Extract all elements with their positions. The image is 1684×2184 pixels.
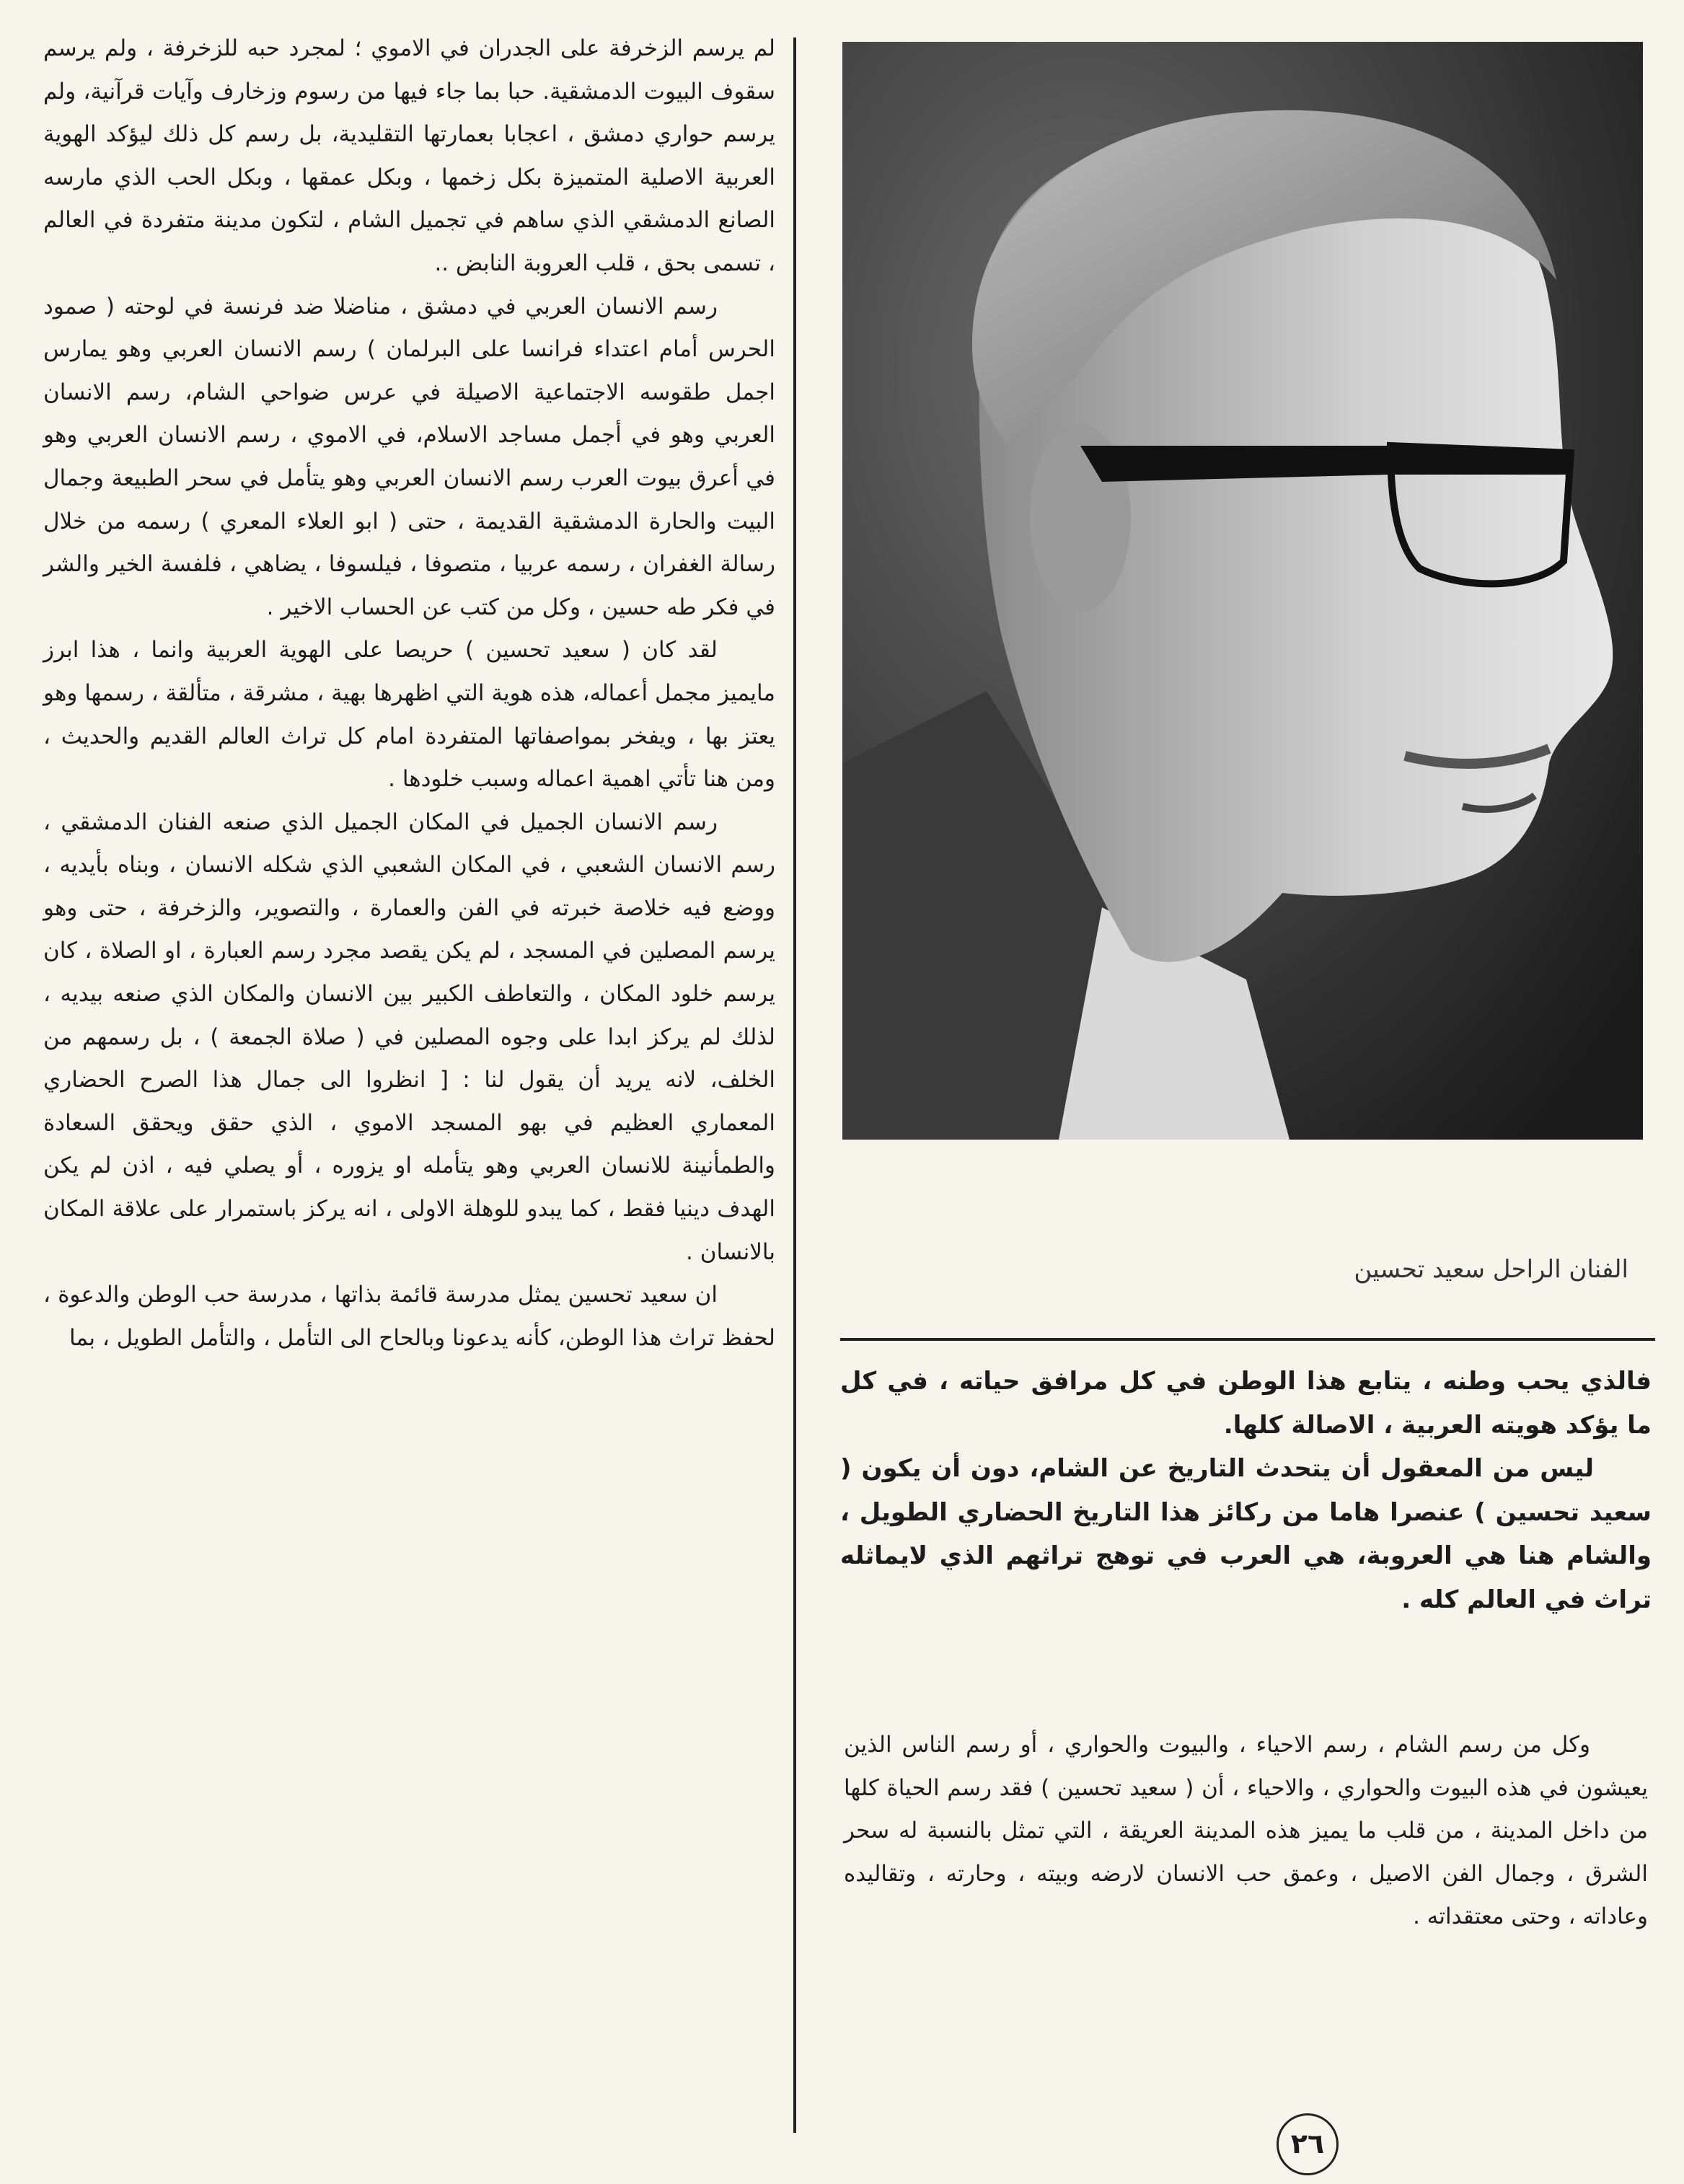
paragraph: رسم الانسان العربي في دمشق ، مناضلا ضد فرنسة في لوحته ( صمود الحرس أمام اعتداء فرانسا على البرلمان ) رسم الانسان العربي وهو يمارس اجمل طقوسه الاجتماعية الاصيلة في عرس ضواحي الشام، رسم الانسان العربي وهو في أجمل مساجد الاسلام، في الاموي ، رسم الانسان العربي وهو في أعرق بيوت العرب رسم الانسان العربي وهو يتأمل في سحر الطبيعة وجمال البيت والحارة الدمشقية القديمة ، حتى ( ابو العلاء المعري ) رسمه من خلال رسالة الغفران ، رسمه عربيا ، متصوفا ، فيلسوفا ، يضاهي ، فلفسة الخير والشر في فكر طه حسين ، وكل من كتب عن الحساب الاخير . [43, 293, 775, 620]
lead-paragraph: ليس من المعقول أن يتحدث التاريخ عن الشام، دون أن يكون ( سعيد تحسين ) عنصرا هاما من ركائز هذا التاريخ الحضاري الطويل ، والشام هنا هي العروبة، هي العرب في توهج تراثهم الذي لايماثله تراث في العالم كله . [840, 1454, 1652, 1614]
column-divider [793, 38, 796, 2133]
paragraph: ان سعيد تحسين يمثل مدرسة قائمة بذاتها ، مدرسة حب الوطن والدعوة ، لحفظ تراث هذا الوطن، كأنه يدعونا وبالحاح الى التأمل ، والتأمل الطويل ، بما [43, 1282, 775, 1351]
section-divider [840, 1338, 1655, 1341]
paragraph: لقد كان ( سعيد تحسين ) حريصا على الهوية العربية وانما ، هذا ابرز مايميز مجمل أعماله، هذه هوية التي اظهرها بهية ، مشرقة ، متألقة ، رسمها وهو يعتز بها ، ويفخر بمواصفاتها المتفردة امام كل تراث العالم القديم والحديث ، ومن هنا تأتي اهمية اعماله وسبب خلودها . [43, 637, 775, 793]
photo-caption: الفنان الراحل سعيد تحسين [1354, 1255, 1628, 1284]
paragraph: لم يرسم الزخرفة على الجدران في الاموي ؛ لمجرد حبه للزخرفة ، ولم يرسم سقوف البيوت الدمشقية. حبا بما جاء فيها من رسوم وزخارف وآيات قرآنية، ولم يرسم حواري دمشق ، اعجابا بعمارتها التقليدية، بل رسم كل ذلك ليؤكد الهوية العربية الاصلية المتميزة بكل زخمها ، وبكل عمقها ، وبكل الحب الذي مارسه الصانع الدمشقي الذي ساهم في تجميل الشام ، لتكون مدينة متفردة في العالم ، تسمى بحق ، قلب العروبة النابض .. [43, 35, 775, 276]
lead-paragraph: فالذي يحب وطنه ، يتابع هذا الوطن في كل مرافق حياته ، في كل ما يؤكد هويته العربية ، الاصالة كلها. [840, 1367, 1652, 1440]
lead-quote [840, 1360, 1652, 1621]
paragraph: رسم الانسان الجميل في المكان الجميل الذي صنعه الفنان الدمشقي ، رسم الانسان الشعبي ، في المكان الشعبي الذي شكله الانسان ، وبناه بأيديه ، ووضع فيه خلاصة خبرته في الفن والعمارة ، والتصوير، والزخرفة ، حتى وهو يرسم المصلين في المسجد ، لم يكن يقصد مجرد رسم العبارة ، او الصلاة ، كان يرسم خلود المكان ، والتعاطف الكبير بين الانسان والمكان الذي صنعه بيديه ، لذلك لم يركز ابدا على وجوه المصلين في ( صلاة الجمعة ) ، بل رسمهم من الخلف، لانه يريد أن يقول لنا : [ انظروا الى جمال هذا الصرح الحضاري المعماري العظيم في بهو المسجد الاموي ، الذي حقق ويحقق السعادة والطمأنينة للانسان العربي وهو يتأمله او يزوره ، أو يصلي فيه ، اذن لم يكن الهدف دينيا فقط ، كما يبدو للوهلة الاولى ، انه يركز باستمرار على علاقة المكان بالانسان . [43, 809, 775, 1265]
paragraph: وكل من رسم الشام ، رسم الاحياء ، والبيوت والحواري ، أو رسم الناس الذين يعيشون في هذه البيوت والحواري ، والاحياء ، أن ( سعيد تحسين ) فقد رسم الحياة كلها من داخل المدينة ، من قلب ما يميز هذه المدينة العريقة ، التي تمثل بالنسبة له سحر الشرق ، وجمال الفن الاصيل ، وعمق حب الانسان لارضه وبيته ، وحارته ، وتقاليده وعاداته ، وحتى معتقداته . [844, 1732, 1648, 1930]
page-number: ٢٦ [1277, 2113, 1339, 2175]
portrait-photo [842, 42, 1643, 1140]
right-column [844, 1724, 1648, 1939]
left-column [43, 27, 775, 1360]
